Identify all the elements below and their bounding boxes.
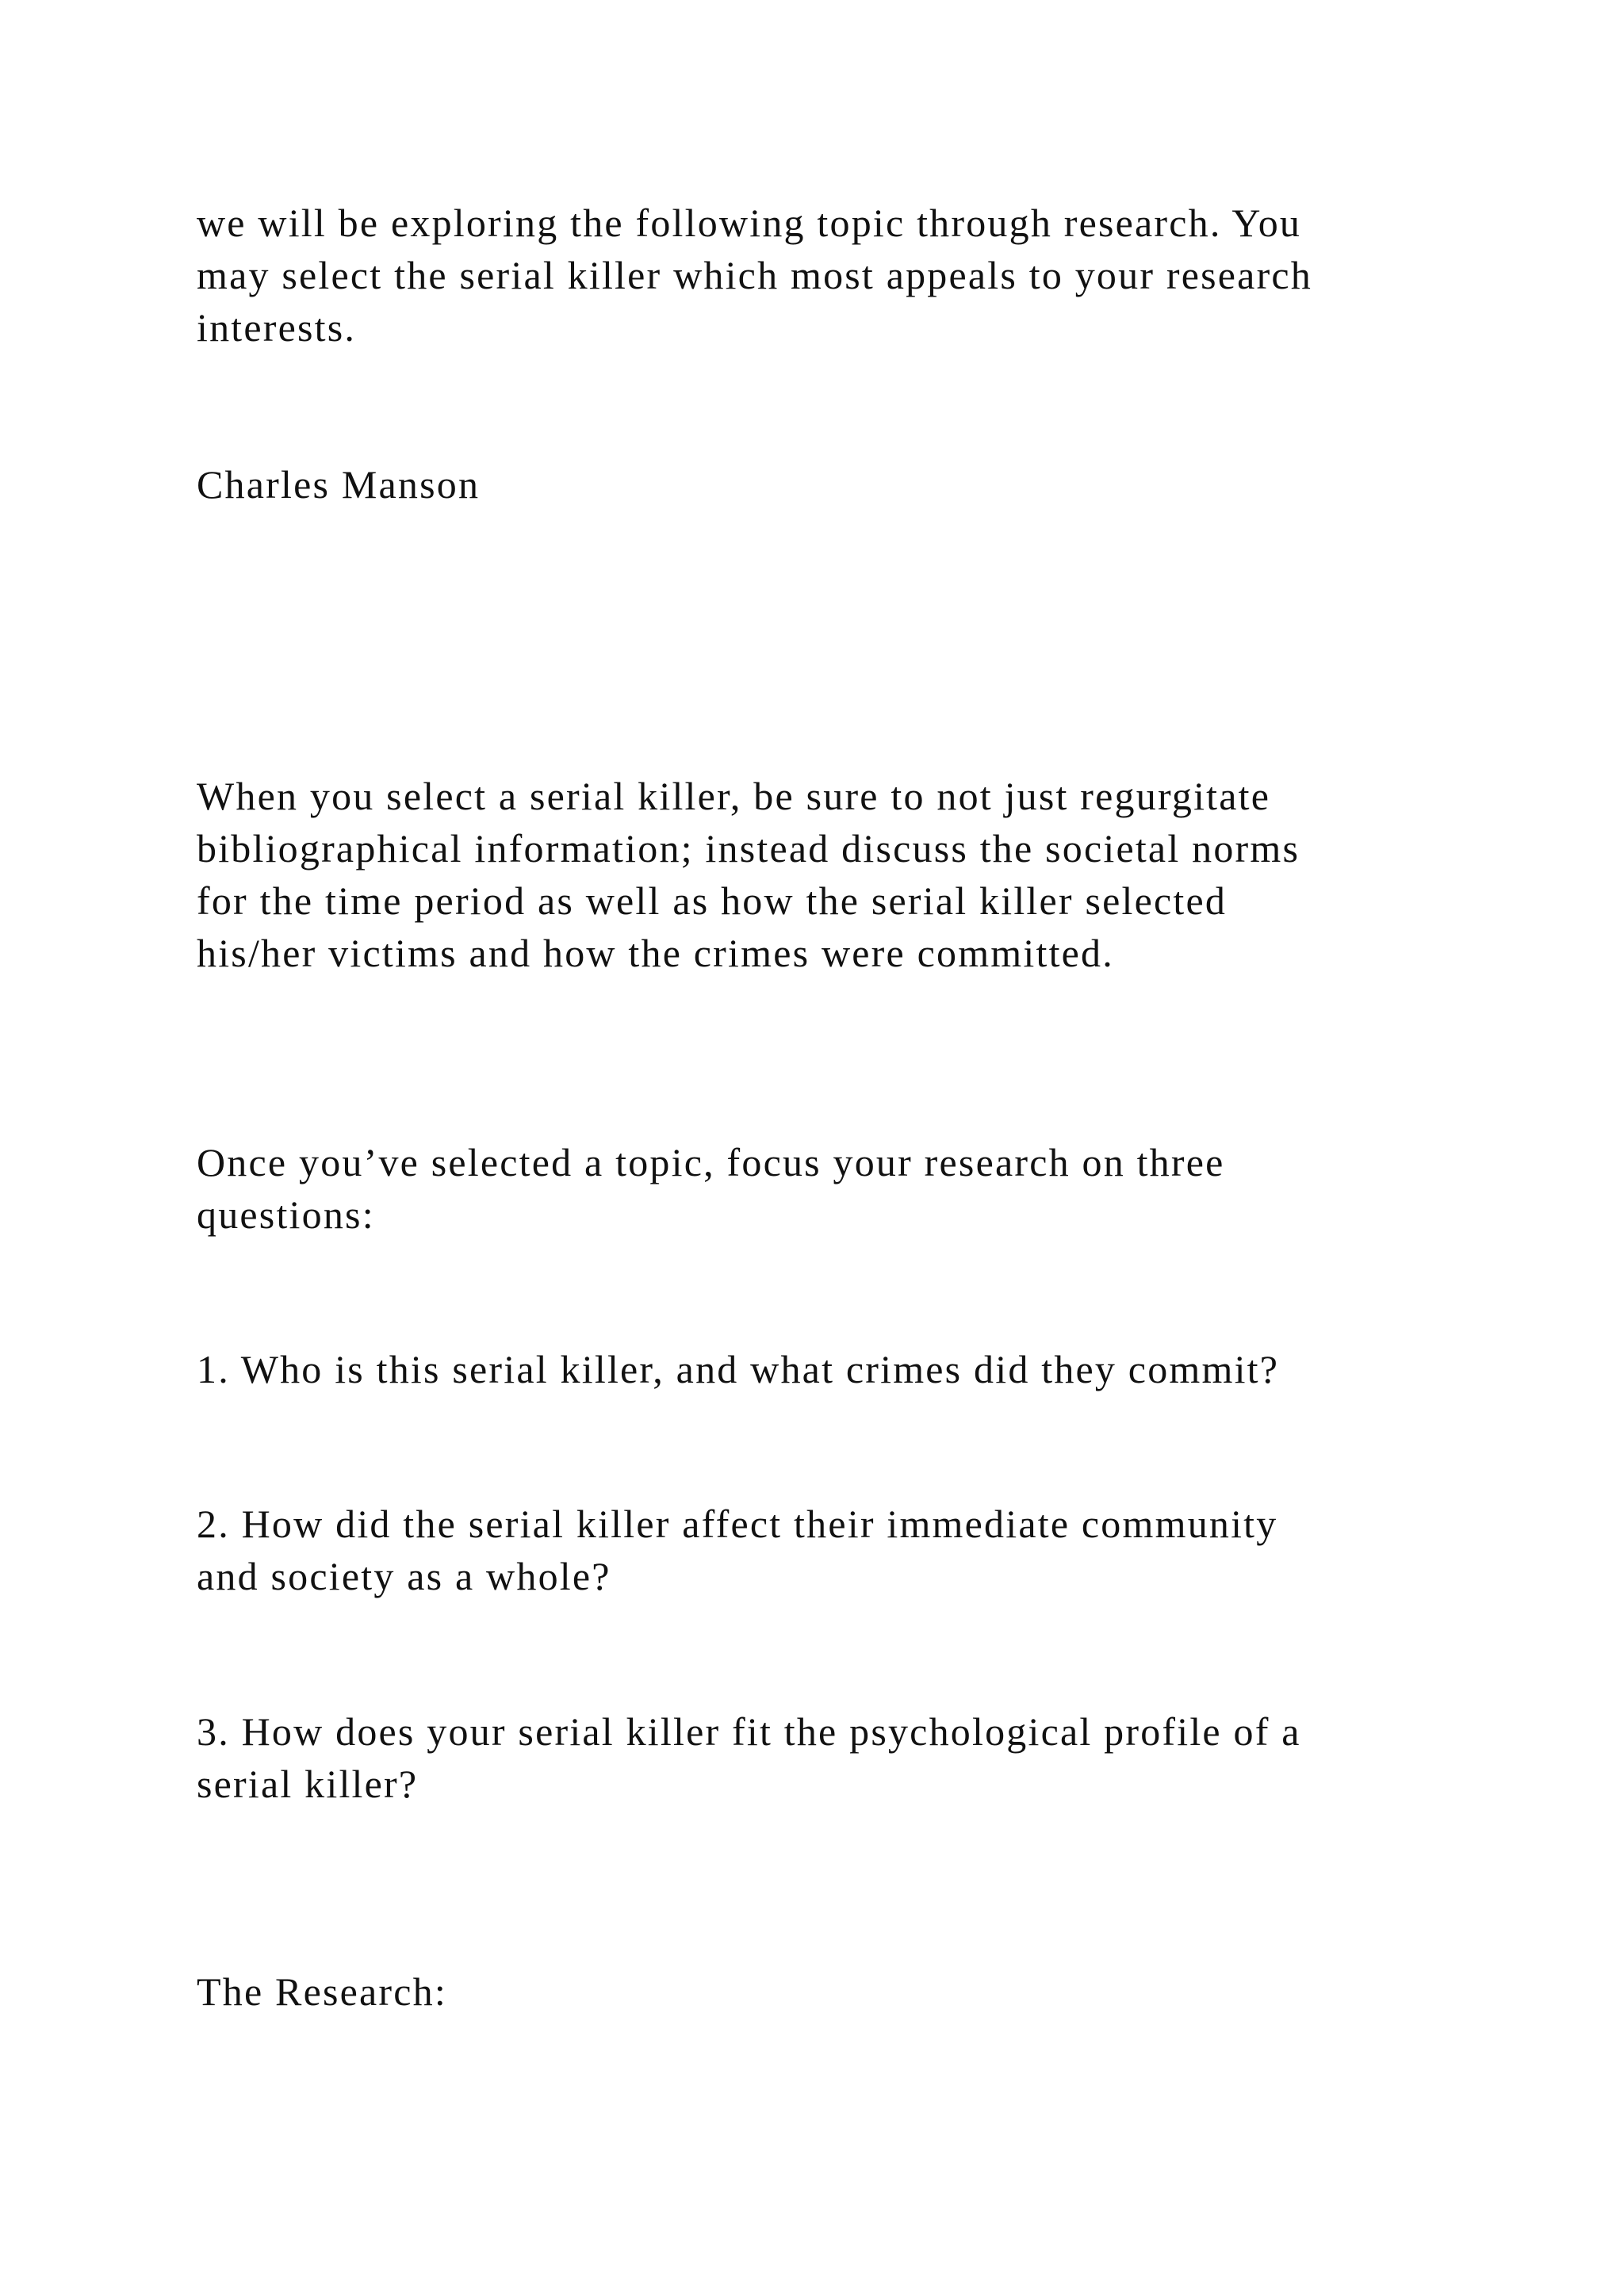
question-2: 2. How did the serial killer affect their immediate community and society as a whole? — [197, 1502, 1278, 1598]
research-heading: The Research: — [197, 1969, 447, 2014]
focus-paragraph: Once you’ve selected a topic, focus your research on three questions: — [197, 1140, 1225, 1237]
question-1: 1. Who is this serial killer, and what crimes did they commit? — [197, 1347, 1280, 1391]
question-3: 3. How does your serial killer fit the psychological profile of a serial killer? — [197, 1709, 1301, 1806]
intro-paragraph: we will be exploring the following topic through research. You may select the serial killer which most appeals to your research interests. — [197, 201, 1313, 350]
instructions-paragraph: When you select a serial killer, be sure to not just regurgitate bibliographical information; instead discuss the societal norms for the time period as well as how the serial killer selected his/her victims and how the crimes were committed. — [197, 774, 1300, 975]
selected-topic: Charles Manson — [197, 462, 481, 507]
